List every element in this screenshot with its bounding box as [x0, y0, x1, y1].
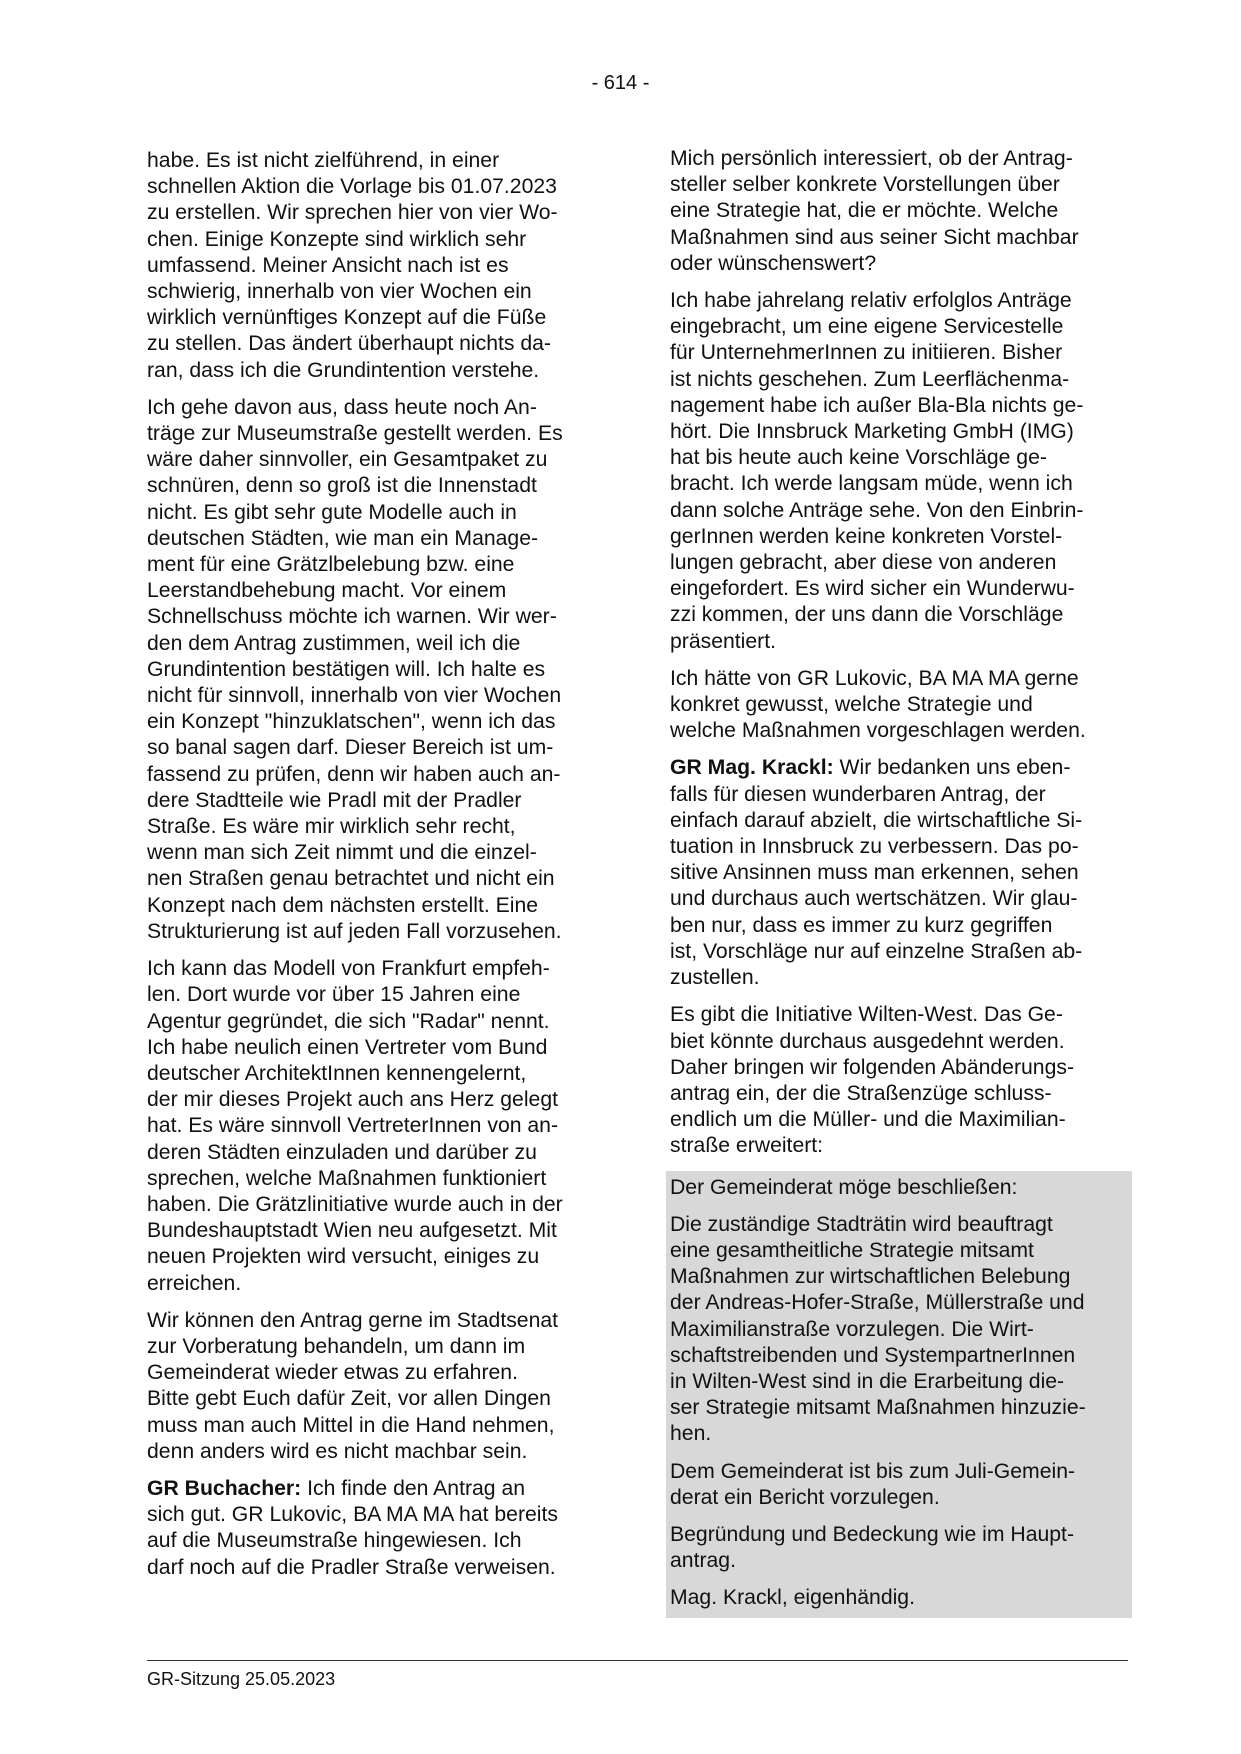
text-line: in Wilten-West sind in die Erarbeitung die-: [670, 1369, 1065, 1393]
text-line: deutschen Städten, wie man ein Manage-: [147, 526, 539, 550]
text-line: hat bis heute auch keine Vorschläge ge-: [670, 446, 1047, 470]
text-line: hat. Es wäre sinnvoll VertreterInnen von an-: [147, 1114, 559, 1138]
speaker-lines: [670, 782, 1128, 992]
text-line: Ich habe jahrelang relativ erfolglos Anträge: [670, 289, 1072, 313]
paragraph: [670, 666, 1128, 745]
text-line: [670, 755, 1128, 781]
text-line: der mir dieses Projekt auch ans Herz gelegt: [147, 1088, 558, 1112]
text-line: schnüren, denn so groß ist die Innenstadt: [147, 474, 537, 498]
text-line: neuen Projekten wird versucht, einiges zu: [147, 1245, 540, 1269]
text-line: [147, 1476, 603, 1502]
text-line: lungen gebracht, aber diese von anderen: [670, 551, 1057, 575]
text-line: eine Strategie hat, die er möchte. Welche: [670, 199, 1059, 223]
paragraph: [670, 1002, 1128, 1159]
text-line: Konzept nach dem nächsten erstellt. Eine: [147, 893, 539, 917]
text-line: Mich persönlich interessiert, ob der Antrag-: [670, 147, 1073, 170]
text-line: Wir können den Antrag gerne im Stadtsenat: [147, 1308, 559, 1332]
text-line: ein Konzept "hinzuklatschen", wenn ich das: [147, 710, 556, 734]
text-line: Es gibt die Initiative Wilten-West. Das Ge-: [670, 1003, 1063, 1027]
text-line: auf die Museumstraße hingewiesen. Ich: [147, 1529, 522, 1553]
text-line: ben nur, dass es immer zu kurz gegriffen: [670, 913, 1053, 937]
text-line: schwierig, innerhalb von vier Wochen ein: [147, 280, 532, 304]
text-line: dann solche Anträge sehe. Von den Einbrin-: [670, 498, 1084, 522]
text-line: biet könnte durchaus ausgedehnt werden.: [670, 1029, 1065, 1053]
text-line: Der Gemeinderat möge beschließen:: [670, 1175, 1018, 1199]
motion-paragraph: [670, 1585, 1128, 1611]
motion-paragraph: [670, 1175, 1128, 1201]
text-line: deutscher ArchitektInnen kennengelernt,: [147, 1061, 527, 1085]
text-line: Strukturierung ist auf jeden Fall vorzusehen.: [147, 919, 562, 943]
paragraph: [670, 288, 1128, 655]
text-line: Bundeshauptstadt Wien neu aufgesetzt. Mit: [147, 1219, 557, 1243]
footer-divider: [147, 1660, 1128, 1661]
text-line: Maßnahmen sind aus seiner Sicht machbar: [670, 225, 1079, 249]
text-line: schnellen Aktion die Vorlage bis 01.07.2023: [147, 175, 557, 199]
paragraph: [147, 148, 603, 384]
motion-paragraph: [670, 1522, 1128, 1574]
text-line: Maßnahmen zur wirtschaftlichen Belebung: [670, 1265, 1071, 1289]
text-line: hört. Die Innsbruck Marketing GmbH (IMG): [670, 420, 1074, 444]
text-line: antrag.: [670, 1549, 736, 1573]
text-line: ist, Vorschläge nur auf einzelne Straßen ab-: [670, 939, 1083, 963]
text-line: bracht. Ich werde langsam müde, wenn ich: [670, 472, 1073, 496]
text-line: wäre daher sinnvoller, ein Gesamtpaket zu: [147, 448, 548, 472]
text-line: zzi kommen, der uns dann die Vorschläge: [670, 603, 1064, 627]
text-line: darf noch auf die Pradler Straße verweisen.: [147, 1555, 556, 1579]
text-line: umfassend. Meiner Ansicht nach ist es: [147, 253, 509, 277]
text-line: habe. Es ist nicht zielführend, in einer: [147, 149, 500, 172]
paragraph: [147, 956, 603, 1297]
text-line: sprechen, welche Maßnahmen funktioniert: [147, 1166, 547, 1190]
text-line: eingebracht, um eine eigene Servicestelle: [670, 315, 1064, 339]
right-column: [670, 146, 1128, 1618]
text-line: erreichen.: [147, 1271, 242, 1295]
text-line: sitive Ansinnen muss man erkennen, sehen: [670, 861, 1079, 885]
text-line: steller selber konkrete Vorstellungen über: [670, 173, 1060, 197]
text-line: Maximilianstraße vorzulegen. Die Wirt-: [670, 1317, 1034, 1341]
text-line: Ich habe neulich einen Vertreter vom Bund: [147, 1035, 548, 1059]
text-line: wirklich vernünftiges Konzept auf die Füße: [147, 306, 547, 330]
text-line: Leerstandbehebung macht. Vor einem: [147, 579, 507, 603]
text-line: Bitte gebt Euch dafür Zeit, vor allen Dingen: [147, 1387, 551, 1411]
text-line: nicht. Es gibt sehr gute Modelle auch in: [147, 500, 517, 524]
text-line: falls für diesen wunderbaren Antrag, der: [670, 782, 1046, 806]
text-line: tuation in Innsbruck zu verbessern. Das po-: [670, 835, 1079, 859]
text-line: schaftstreibenden und SystempartnerInnen: [670, 1343, 1076, 1367]
speaker-text: Wir bedanken uns eben-: [833, 756, 1071, 780]
text-line: dere Stadtteile wie Pradl mit der Pradler: [147, 788, 522, 812]
text-line: für UnternehmerInnen zu initiieren. Bisher: [670, 341, 1063, 365]
text-line: zustellen.: [670, 966, 760, 990]
text-line: Schnellschuss möchte ich warnen. Wir wer-: [147, 605, 557, 629]
amendment-motion-box: [666, 1171, 1132, 1618]
text-line: sich gut. GR Lukovic, BA MA MA hat bereits: [147, 1503, 558, 1527]
text-line: Daher bringen wir folgenden Abänderungs-: [670, 1055, 1075, 1079]
text-line: den dem Antrag zustimmen, weil ich die: [147, 631, 521, 655]
text-line: eine gesamtheitliche Strategie mitsamt: [670, 1238, 1034, 1262]
text-line: straße erweitert:: [670, 1134, 824, 1158]
text-line: Dem Gemeinderat ist bis zum Juli-Gemein-: [670, 1459, 1076, 1483]
text-line: Begründung und Bedeckung wie im Haupt-: [670, 1522, 1075, 1546]
text-line: Mag. Krackl, eigenhändig.: [670, 1586, 915, 1610]
text-line: zu stellen. Das ändert überhaupt nichts da-: [147, 332, 551, 356]
text-line: nicht für sinnvoll, innerhalb von vier Wochen: [147, 684, 562, 708]
left-column: [147, 148, 603, 1592]
text-line: ist nichts geschehen. Zum Leerflächenma-: [670, 367, 1070, 391]
text-line: fassend zu prüfen, denn wir haben auch an-: [147, 762, 561, 786]
text-line: Grundintention bestätigen will. Ich halte es: [147, 657, 546, 681]
text-line: ment für eine Grätzlbelebung bzw. eine: [147, 553, 515, 577]
text-line: endlich um die Müller- und die Maximilian-: [670, 1108, 1066, 1132]
text-line: welche Maßnahmen vorgeschlagen werden.: [670, 719, 1086, 743]
text-line: muss man auch Mittel in die Hand nehmen,: [147, 1413, 555, 1437]
text-line: Agentur gegründet, die sich "Radar" nennt.: [147, 1009, 550, 1033]
motion-paragraph: [670, 1212, 1128, 1448]
text-line: Gemeinderat wieder etwas zu erfahren.: [147, 1361, 518, 1385]
text-line: derat ein Bericht vorzulegen.: [670, 1485, 940, 1509]
footer-session-date: GR-Sitzung 25.05.2023: [147, 1669, 336, 1689]
paragraph: [670, 146, 1128, 277]
text-line: konkret gewusst, welche Strategie und: [670, 693, 1033, 717]
text-line: antrag ein, der die Straßenzüge schluss-: [670, 1081, 1052, 1105]
text-line: chen. Einige Konzepte sind wirklich sehr: [147, 227, 527, 251]
text-line: hen.: [670, 1422, 712, 1446]
speaker-lines: [147, 1502, 603, 1581]
text-line: len. Dort wurde vor über 15 Jahren eine: [147, 983, 521, 1007]
speaker-paragraph-krackl: [670, 755, 1128, 991]
text-line: ran, dass ich die Grundintention verstehe.: [147, 358, 540, 382]
text-line: einfach darauf abzielt, die wirtschaftliche Si-: [670, 808, 1083, 832]
text-line: eingefordert. Es wird sicher ein Wunderwu-: [670, 577, 1075, 601]
text-line: denn anders wird es nicht machbar sein.: [147, 1439, 528, 1463]
text-line: und durchaus auch wertschätzen. Wir glau-: [670, 887, 1078, 911]
page-number: - 614 -: [591, 72, 650, 94]
text-line: gerInnen werden keine konkreten Vorstel-: [670, 524, 1063, 548]
text-line: zu erstellen. Wir sprechen hier von vier Wo-: [147, 201, 558, 225]
speaker-name: GR Buchacher:: [147, 1476, 302, 1500]
text-line: haben. Die Grätzlinitiative wurde auch in der: [147, 1192, 563, 1216]
text-line: wenn man sich Zeit nimmt und die einzel-: [147, 841, 537, 865]
text-line: Ich hätte von GR Lukovic, BA MA MA gerne: [670, 666, 1079, 690]
speaker-text: Ich finde den Antrag an: [301, 1476, 526, 1500]
speaker-paragraph-buchacher: [147, 1476, 603, 1581]
text-line: oder wünschenswert?: [670, 251, 877, 275]
text-line: so banal sagen darf. Dieser Bereich ist um-: [147, 736, 554, 760]
text-line: Die zuständige Stadträtin wird beauftragt: [670, 1212, 1053, 1236]
text-line: nagement habe ich außer Bla-Bla nichts ge-: [670, 393, 1084, 417]
text-line: Ich gehe davon aus, dass heute noch An-: [147, 395, 537, 419]
paragraph: [147, 395, 603, 945]
text-line: nen Straßen genau betrachtet und nicht ein: [147, 867, 555, 891]
text-line: Straße. Es wäre mir wirklich sehr recht,: [147, 815, 516, 839]
text-line: ser Strategie mitsamt Maßnahmen hinzuzie-: [670, 1396, 1086, 1420]
text-line: präsentiert.: [670, 629, 776, 653]
paragraph: [147, 1308, 603, 1465]
text-line: der Andreas-Hofer-Straße, Müllerstraße und: [670, 1291, 1085, 1315]
text-line: träge zur Museumstraße gestellt werden. Es: [147, 422, 563, 446]
text-line: zur Vorberatung behandeln, um dann im: [147, 1334, 526, 1358]
text-line: deren Städten einzuladen und darüber zu: [147, 1140, 537, 1164]
speaker-name: GR Mag. Krackl:: [670, 756, 834, 780]
motion-paragraph: [670, 1459, 1128, 1511]
text-line: Ich kann das Modell von Frankfurt empfeh-: [147, 957, 550, 981]
